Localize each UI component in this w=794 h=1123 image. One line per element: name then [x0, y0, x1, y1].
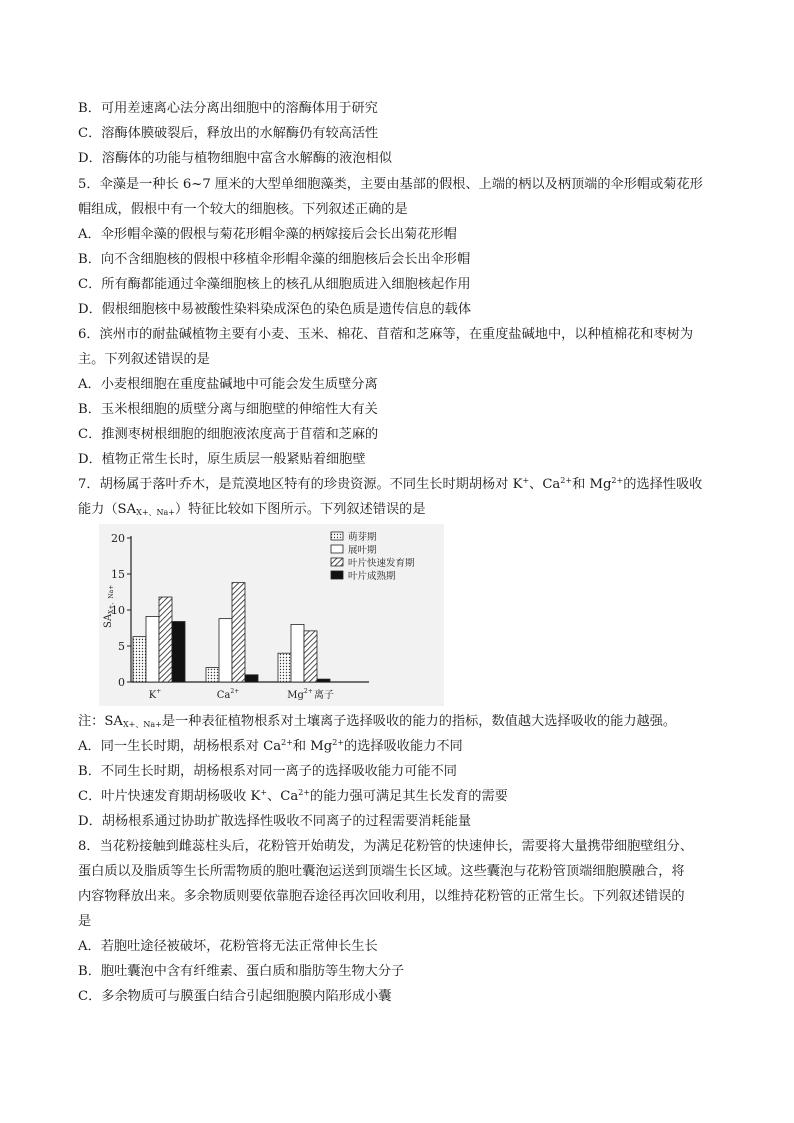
- q7-option-text: 的选择吸收能力不同: [344, 739, 463, 754]
- x-axis-label: 离子: [314, 690, 334, 701]
- option-d-q6: D．植物正常生长时，原生质层一般紧贴着细胞壁: [78, 452, 366, 467]
- legend-label: 展叶期: [348, 545, 377, 556]
- q7-option-text: 、Ca: [267, 789, 299, 804]
- bar: [232, 583, 245, 682]
- x-tick-label-sup: 2+: [303, 688, 313, 695]
- q7-option-text: 和 Mg: [292, 739, 333, 754]
- option-a-q7: [78, 738, 463, 756]
- note-sub: X+、Na+: [122, 720, 162, 729]
- option-c-q4: C．溶酶体膜破裂后，释放出的水解酶仍有较高活性: [78, 126, 379, 141]
- option-a-q8: A．若胞吐途径被破坏，花粉管将无法正常伸长生长: [78, 939, 378, 954]
- option-a-q6: A．小麦根细胞在重度盐碱地中可能会发生质壁分离: [78, 377, 378, 392]
- q7-sup: 2+: [611, 476, 624, 485]
- q7-sup: 2+: [281, 738, 293, 747]
- q7-text: 、Ca: [529, 477, 561, 492]
- question-8-stem-line-2: 蛋白质以及脂质等生长所需物质的胞吐囊泡运送到顶端生长区域。这些囊泡与花粉管顶端细胞膜融合，将: [78, 864, 685, 879]
- question-8-stem-line-1: 8．当花粉接触到雌蕊柱头后，花粉管开始萌发，为满足花粉管的快速伸长，需要将大量携带细胞壁组分、: [78, 839, 694, 854]
- x-tick-label: $Mg^{2+}$: [287, 688, 313, 701]
- bar: [219, 619, 232, 682]
- chart-note: [78, 713, 676, 731]
- bar: [133, 637, 146, 682]
- option-d-q5: D．假根细胞核中易被酸性染料染成深色的染色质是遗传信息的载体: [78, 302, 472, 317]
- q7-text: 能力（SA: [78, 502, 137, 517]
- option-c-q7: [78, 788, 508, 806]
- legend-label: 叶片成熟期: [348, 571, 396, 582]
- bar: [291, 624, 304, 682]
- question-8-stem-line-4: 是: [78, 914, 92, 929]
- bar: [146, 616, 159, 682]
- bar: [317, 679, 330, 682]
- question-7-stem-line-2: [78, 501, 426, 519]
- q7-sup: +: [260, 788, 268, 797]
- note-text: 是一种表征植物根系对土壤离子选择吸收的能力的指标，数值越大选择吸收的能力越强。: [161, 714, 677, 729]
- bar: [159, 597, 172, 682]
- q7-sup: +: [522, 476, 530, 485]
- option-b-q8: B．胞吐囊泡中含有纤维素、蛋白质和脂肪等生物大分子: [78, 964, 405, 979]
- legend-swatch: [331, 545, 343, 553]
- bar: [172, 622, 185, 682]
- option-c-q5: C．所有酶都能通过伞藻细胞核上的核孔从细胞质进入细胞核起作用: [78, 277, 471, 292]
- q7-option-text: C．叶片快速发育期胡杨吸收 K: [78, 789, 261, 804]
- note-text: 注：SA: [78, 714, 123, 729]
- legend-label: 叶片快速发育期: [348, 558, 415, 569]
- x-tick-label-sup: 2+: [230, 688, 240, 695]
- y-tick-label: 0: [118, 676, 125, 689]
- y-axis-label: $SA_{X+、Na+}$: [103, 584, 115, 628]
- option-a-q5: A．伞形帽伞藻的假根与菊花形帽伞藻的柄嫁接后会长出菊花形帽: [78, 227, 457, 242]
- option-b-q7: B．不同生长时期，胡杨根系对同一离子的选择吸收能力可能不同: [78, 764, 457, 779]
- option-d-q4: D．溶酶体的功能与植物细胞中富含水解酶的液泡相似: [78, 151, 392, 166]
- question-5-stem-line-1: 5．伞藻是一种长 6~7 厘米的大型单细胞藻类，主要由基部的假根、上端的柄以及柄顶端的伞形帽或菊花形: [78, 177, 703, 192]
- bar: [304, 631, 317, 682]
- bar: [245, 675, 258, 682]
- bar-chart: [99, 524, 444, 706]
- q7-sub: X+、Na+: [136, 508, 175, 517]
- x-tick-label: K+: [148, 688, 162, 701]
- x-tick-label: $Ca^{2+}$: [216, 688, 240, 701]
- legend-swatch: [331, 558, 343, 566]
- q7-sup: 2+: [298, 788, 311, 797]
- bar: [278, 653, 291, 682]
- y-tick-label: 15: [111, 568, 125, 581]
- legend-swatch: [331, 532, 343, 540]
- q7-text: 7．胡杨属于落叶乔木，是荒漠地区特有的珍贵资源。不同生长时期胡杨对 K: [78, 477, 523, 492]
- y-tick-label: 5: [118, 640, 125, 653]
- option-c-q6: C．推测枣树根细胞的细胞液浓度高于苜蓿和芝麻的: [78, 427, 379, 442]
- option-b-q5: B．向不含细胞核的假根中移植伞形帽伞藻的细胞核后会长出伞形帽: [78, 252, 471, 267]
- q7-option-text: A．同一生长时期，胡杨根系对 Ca: [78, 739, 282, 754]
- option-b-q4: B．可用差速离心法分离出细胞中的溶酶体用于研究: [78, 101, 378, 116]
- q7-option-text: 的能力强可满足其生长发育的需要: [310, 789, 508, 804]
- q7-text: 的选择性吸收: [623, 477, 703, 492]
- y-tick-label: 20: [111, 532, 125, 545]
- option-d-q7: D．胡杨根系通过协助扩散选择性吸收不同离子的过程需要消耗能量: [78, 814, 472, 829]
- x-tick-label-sup: +: [156, 688, 162, 695]
- q7-text: ）特征比较如下图所示。下列叙述错误的是: [175, 502, 426, 517]
- question-7-stem-line-1: [78, 476, 702, 494]
- q7-sup: 2+: [560, 476, 573, 485]
- legend-label: 萌芽期: [348, 532, 377, 543]
- question-8-stem-line-3: 内容物释放出来。多余物质则要依靠胞吞途径再次回收利用，以维持花粉管的正常生长。下列叙述错误的: [78, 889, 685, 904]
- option-b-q6: B．玉米根细胞的质壁分离与细胞壁的伸缩性大有关: [78, 402, 378, 417]
- question-6-stem-line-2: 主。下列叙述错误的是: [78, 352, 210, 367]
- question-5-stem-line-2: 帽组成，假根中有一个较大的细胞核。下列叙述正确的是: [78, 202, 408, 217]
- q7-sup: 2+: [332, 738, 345, 747]
- q7-text: 和 Mg: [572, 477, 612, 492]
- question-6-stem-line-1: 6．滨州市的耐盐碱植物主要有小麦、玉米、棉花、苜蓿和芝麻等，在重度盐碱地中，以种植棉花和枣树为: [78, 327, 694, 342]
- y-axis-label-sub: X+、Na+: [108, 584, 115, 614]
- bar: [206, 668, 219, 682]
- option-c-q8: C．多余物质可与膜蛋白结合引起细胞膜内陷形成小囊: [78, 989, 392, 1004]
- legend-swatch: [331, 571, 343, 579]
- y-tick-label: 10: [111, 604, 125, 617]
